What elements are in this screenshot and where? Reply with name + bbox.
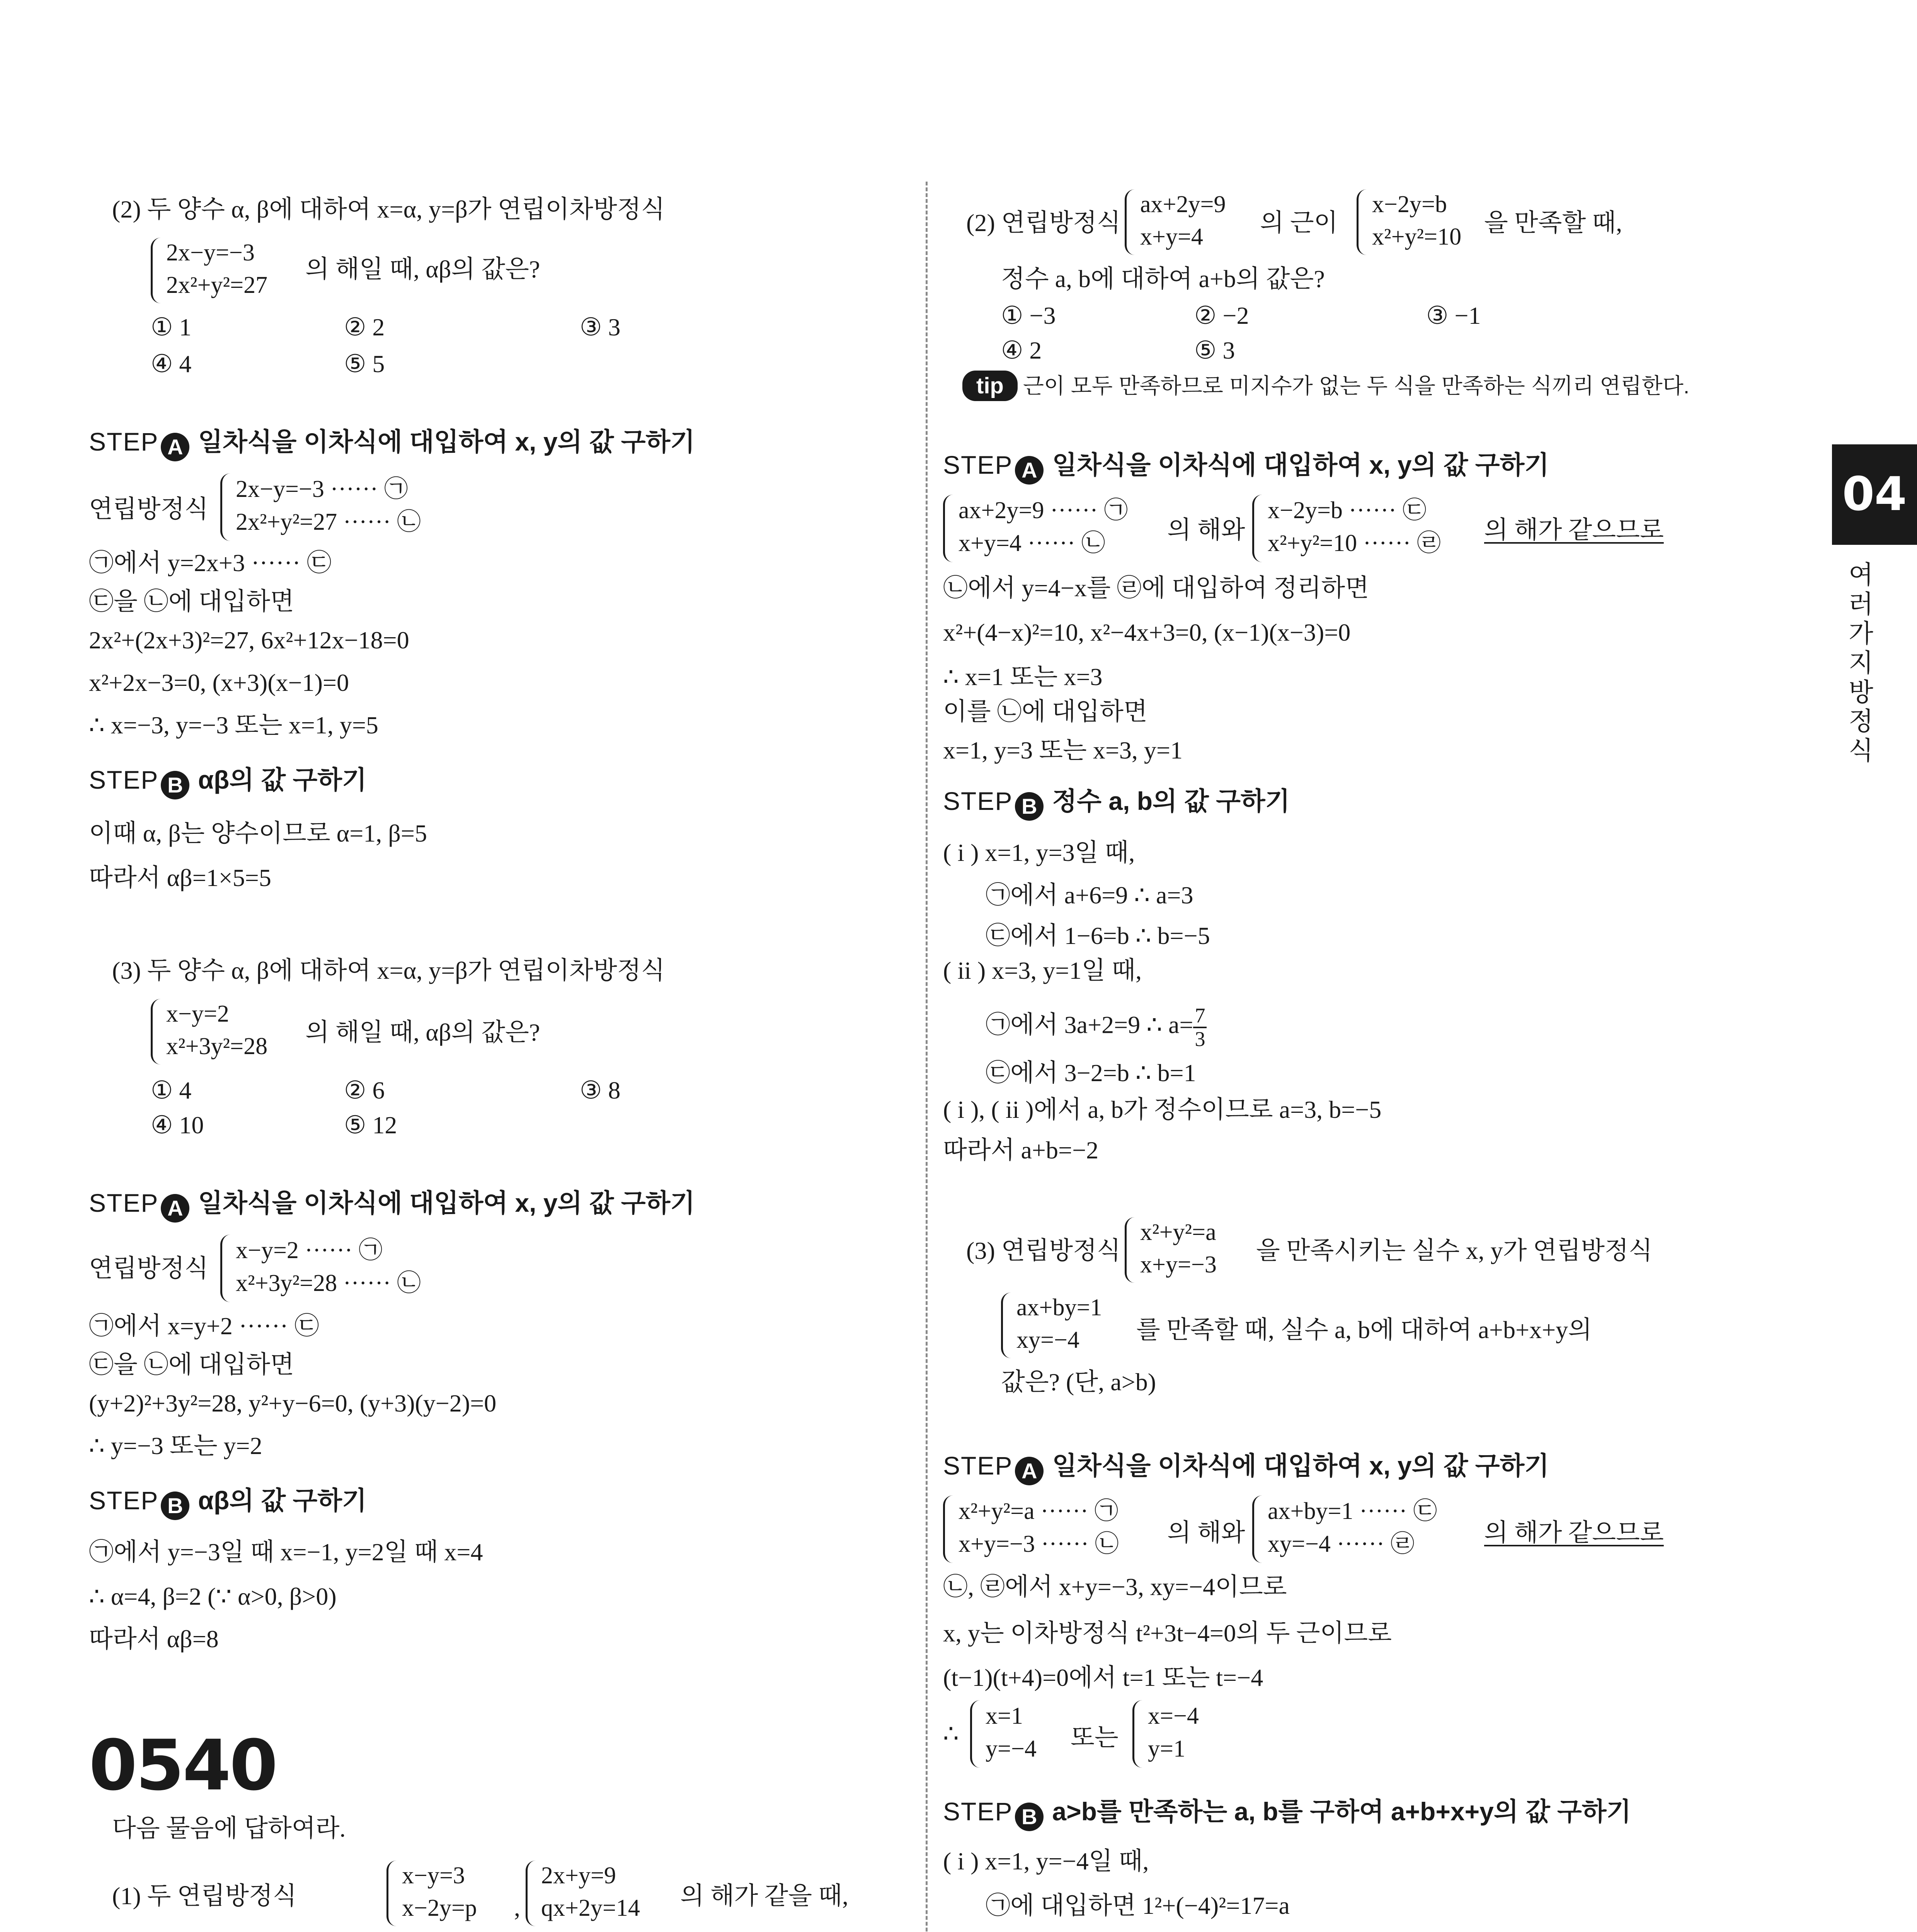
system-equation: x−y=2 x²+3y²=28 bbox=[151, 999, 352, 1065]
question-suffix: 의 해일 때, αβ의 값은? bbox=[305, 255, 540, 283]
system-equation: ax+2y=9 ······ ㉠ x+y=4 ······ ㉡ bbox=[943, 495, 1159, 562]
system-equation: x−2y=b ······ ㉢ x²+y²=10 ······ ㉣ bbox=[1252, 495, 1476, 562]
question-2-text: (2) 연립방정식 bbox=[966, 209, 1121, 236]
solution-line: ㉢에서 1−6=b ∴ b=−5 bbox=[986, 922, 1210, 949]
solution-line: ( i ), ( ii )에서 a, b가 정수이므로 a=3, b=−5 bbox=[943, 1096, 1382, 1123]
system-equation: 2x−y=−3 ······ ㉠ 2x²+y²=27 ······ ㉡ bbox=[220, 473, 529, 541]
question-line: 정수 a, b에 대하여 a+b의 값은? bbox=[1001, 265, 1325, 293]
tip-note: tip 근이 모두 만족하므로 미지수가 없는 두 식을 만족하는 식끼리 연립한다. bbox=[962, 369, 1689, 401]
underlined-text: 의 해가 같으므로 bbox=[1484, 516, 1664, 544]
choice-3: ③ 8 bbox=[580, 1077, 621, 1104]
solution-line: ㉢을 ㉡에 대입하면 bbox=[89, 1351, 294, 1378]
step-a-badge-icon: A bbox=[161, 1194, 189, 1223]
solution-line: (t−1)(t+4)=0에서 t=1 또는 t=−4 bbox=[943, 1664, 1263, 1691]
choice-3: ③ 3 bbox=[580, 313, 621, 341]
question-1-text: (1) 두 연립방정식 bbox=[112, 1882, 297, 1910]
tip-badge: tip bbox=[962, 371, 1018, 401]
solution-line: ㉠에서 y=−3일 때 x=−1, y=2일 때 x=4 bbox=[89, 1538, 483, 1566]
step-b-heading: STEP B αβ의 값 구하기 bbox=[89, 767, 367, 799]
system-equation: x−2y=b x²+y²=10 bbox=[1357, 189, 1503, 255]
solution-line: x²+(4−x)²=10, x²−4x+3=0, (x−1)(x−3)=0 bbox=[943, 619, 1351, 646]
system-equation: x=−4 y=1 bbox=[1132, 1700, 1233, 1768]
system-equation: ax+by=1 xy=−4 bbox=[1001, 1293, 1132, 1358]
step-a-heading: STEP A 일차식을 이차식에 대입하여 x, y의 값 구하기 bbox=[89, 429, 695, 461]
choice-5: ⑤ 3 bbox=[1194, 337, 1235, 364]
step-b-badge-icon: B bbox=[161, 1492, 189, 1520]
solution-line: (y+2)²+3y²=28, y²+y−6=0, (y+3)(y−2)=0 bbox=[89, 1389, 497, 1417]
question-suffix: 의 해일 때, αβ의 값은? bbox=[305, 1019, 540, 1046]
solution-line: 2x²+(2x+3)²=27, 6x²+12x−18=0 bbox=[89, 626, 409, 654]
solution-line: ∴ x=1 또는 x=3 bbox=[943, 663, 1103, 690]
system-equation: 2x+y=9 qx+2y=14 bbox=[526, 1861, 688, 1926]
question-3-text: (3) 연립방정식 bbox=[966, 1237, 1121, 1264]
solution-line: x=1, y=3 또는 x=3, y=1 bbox=[943, 736, 1183, 764]
solution-line: 따라서 a+b=−2 bbox=[943, 1136, 1099, 1164]
solution-line: ( i ) x=1, y=−4일 때, bbox=[943, 1847, 1149, 1875]
step-a-badge-icon: A bbox=[1015, 456, 1044, 485]
question-2-text: (2) 두 양수 α, β에 대하여 x=α, y=β가 연립이차방정식 bbox=[112, 196, 665, 223]
underlined-text: 의 해가 같으므로 bbox=[1484, 1519, 1664, 1546]
question-line: 값은? (단, a>b) bbox=[1001, 1368, 1156, 1396]
step-a-heading: STEP A 일차식을 이차식에 대입하여 x, y의 값 구하기 bbox=[943, 452, 1549, 485]
step-a-badge-icon: A bbox=[1015, 1457, 1044, 1485]
solution-line: 따라서 αβ=1×5=5 bbox=[89, 864, 271, 891]
choice-1: ① 1 bbox=[151, 313, 192, 341]
step-b-heading: STEP B αβ의 값 구하기 bbox=[89, 1488, 367, 1520]
choice-1: ① −3 bbox=[1001, 302, 1056, 329]
choice-4: ④ 4 bbox=[151, 350, 192, 378]
solution-line: 이를 ㉡에 대입하면 bbox=[943, 698, 1147, 725]
choice-5: ⑤ 12 bbox=[344, 1111, 397, 1139]
system-equation: ax+by=1 ······ ㉢ xy=−4 ······ ㉣ bbox=[1252, 1495, 1484, 1563]
solution-line: ( i ) x=1, y=3일 때, bbox=[943, 839, 1135, 866]
fraction: $\frac{7}{3}$ bbox=[1193, 1005, 1207, 1050]
step-a-heading: STEP A 일차식을 이차식에 대입하여 x, y의 값 구하기 bbox=[89, 1190, 695, 1223]
choice-2: ② −2 bbox=[1194, 302, 1249, 329]
step-b-badge-icon: B bbox=[1015, 792, 1044, 821]
step-b-badge-icon: B bbox=[161, 771, 189, 799]
solution-line: ㉠에서 x=y+2 ······ ㉢ bbox=[89, 1312, 319, 1340]
step-b-heading: STEP B a>b를 만족하는 a, b를 구하여 a+b+x+y의 값 구하기 bbox=[943, 1799, 1631, 1831]
step-a-badge-icon: A bbox=[161, 433, 189, 461]
system-equation: x²+y²=a x+y=−3 bbox=[1125, 1217, 1256, 1283]
choice-4: ④ 10 bbox=[151, 1111, 204, 1139]
choice-2: ② 2 bbox=[344, 313, 385, 341]
system-equation: ax+2y=9 x+y=4 bbox=[1125, 189, 1252, 255]
system-equation: 2x−y=−3 2x²+y²=27 bbox=[151, 238, 352, 303]
solution-line: ㉢을 ㉡에 대입하면 bbox=[89, 588, 294, 615]
solution-line: ㉡에서 y=4−x를 ㉣에 대입하여 정리하면 bbox=[943, 574, 1369, 602]
system-equation: x²+y²=a ······ ㉠ x+y=−3 ······ ㉡ bbox=[943, 1495, 1159, 1563]
chapter-tab: 04 bbox=[1832, 444, 1917, 545]
system-equation: x−y=2 ······ ㉠ x²+3y²=28 ······ ㉡ bbox=[220, 1235, 529, 1302]
choice-1: ① 4 bbox=[151, 1077, 192, 1104]
step-b-heading: STEP B 정수 a, b의 값 구하기 bbox=[943, 788, 1290, 821]
solution-line: ㉢에서 3−2=b ∴ b=1 bbox=[986, 1059, 1196, 1087]
system-equation: x−y=3 x−2y=p bbox=[386, 1861, 526, 1926]
problem-intro: 다음 물음에 답하여라. bbox=[112, 1815, 346, 1842]
system-equation: x=1 y=−4 bbox=[970, 1700, 1067, 1768]
solution-line-fraction: ㉠에서 3a+2=9 ∴ a= $\frac{7}{3}$ bbox=[986, 1005, 1207, 1050]
solution-line: ㉠에서 a+6=9 ∴ a=3 bbox=[986, 881, 1193, 909]
choice-2: ② 6 bbox=[344, 1077, 385, 1104]
solution-line: ∴ y=−3 또는 y=2 bbox=[89, 1432, 262, 1459]
system-label: 연립방정식 bbox=[89, 1254, 209, 1282]
solution-line: ㉡, ㉣에서 x+y=−3, xy=−4이므로 bbox=[943, 1573, 1287, 1600]
solution-line: x, y는 이차방정식 t²+3t−4=0의 두 근이므로 bbox=[943, 1619, 1392, 1647]
question-suffix: 을 만족할 때, bbox=[1484, 209, 1622, 236]
solution-line: x²+2x−3=0, (x+3)(x−1)=0 bbox=[89, 669, 349, 696]
step-a-heading: STEP A 일차식을 이차식에 대입하여 x, y의 값 구하기 bbox=[943, 1453, 1549, 1485]
solution-line: ∴ α=4, β=2 (∵ α>0, β>0) bbox=[89, 1583, 337, 1610]
question-suffix: 을 만족시키는 실수 x, y가 연립방정식 bbox=[1256, 1237, 1653, 1264]
choice-5: ⑤ 5 bbox=[344, 350, 385, 378]
system-label: 연립방정식 bbox=[89, 495, 209, 523]
choice-4: ④ 2 bbox=[1001, 337, 1042, 364]
solution-line: ㉠에 대입하면 1²+(−4)²=17=a bbox=[986, 1892, 1290, 1919]
column-divider bbox=[926, 182, 928, 1932]
question-suffix: 의 해가 같을 때, bbox=[680, 1882, 848, 1910]
question-line: 를 만족할 때, 실수 a, b에 대하여 a+b+x+y의 bbox=[1136, 1316, 1592, 1344]
solution-line: ∴ x=−3, y=−3 또는 x=1, y=5 bbox=[89, 711, 378, 739]
question-3-text: (3) 두 양수 α, β에 대하여 x=α, y=β가 연립이차방정식 bbox=[112, 957, 665, 984]
solution-line: ㉠에서 y=2x+3 ······ ㉢ bbox=[89, 549, 332, 577]
step-b-badge-icon: B bbox=[1015, 1803, 1044, 1831]
solution-line: 이때 α, β는 양수이므로 α=1, β=5 bbox=[89, 820, 427, 847]
choice-3: ③ −1 bbox=[1426, 302, 1481, 329]
solution-line: 따라서 αβ=8 bbox=[89, 1625, 219, 1653]
chapter-title: 여 러 가 지 방 정 식 bbox=[1849, 560, 1873, 765]
solution-line: ( ii ) x=3, y=1일 때, bbox=[943, 957, 1142, 984]
problem-number: 0540 bbox=[89, 1725, 276, 1806]
